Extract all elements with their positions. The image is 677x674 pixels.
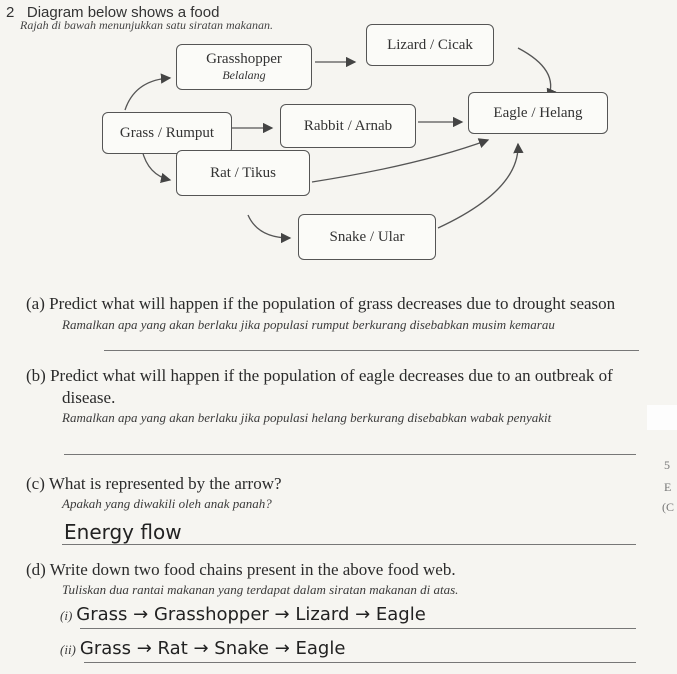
node-snake (298, 214, 436, 260)
part-d-answer-ii (60, 638, 345, 659)
part-a-question (26, 294, 615, 314)
part-a-text: Predict what will happen if the population of grass decreases due to drought season (49, 294, 616, 313)
node-grasshopper (176, 44, 312, 90)
part-b-text: Predict what will happen if the population of eagle decreases due to an outbreak of (50, 366, 613, 385)
node-rabbit (280, 104, 416, 148)
part-d-text: Write down two food chains present in the above food web. (49, 560, 456, 579)
part-c-answer: Energy flow (64, 520, 182, 544)
node-eagle-label: Eagle / Helang (493, 104, 583, 121)
part-a-label: (a) (26, 294, 45, 313)
part-d-answer-i-text: Grass → Grasshopper → Lizard → Eagle (76, 604, 426, 625)
part-d-answer-ii-label: (ii) (60, 642, 76, 657)
margin-mark-2: E (664, 480, 672, 494)
node-grasshopper-label: Grasshopper (206, 51, 282, 67)
part-a-malay: Ramalkan apa yang akan berlaku jika populasi rumput berkurang disebabkan musim kemarau (62, 317, 555, 332)
part-c-malay: Apakah yang diwakili oleh anak panah? (62, 496, 272, 511)
part-d-answer-ii-text: Grass → Rat → Snake → Eagle (79, 638, 346, 659)
arrow-grass-rat (142, 150, 170, 180)
part-d-answer-ii-line (84, 662, 636, 663)
question-subtitle: Rajah di bawah menunjukkan satu siratan makanan. (20, 18, 273, 32)
node-lizard (366, 24, 494, 66)
node-rat-label: Rat / Tikus (210, 164, 276, 181)
margin-mark-1: 5 (664, 458, 670, 472)
part-c-label: (c) (26, 474, 45, 493)
part-a-answer-line (104, 350, 639, 351)
node-grass (102, 112, 232, 154)
arrow-rat-snake (248, 215, 290, 238)
question-number: 2 (6, 4, 15, 21)
arrow-grass-grasshopper (125, 78, 170, 110)
part-c-question (26, 474, 282, 494)
part-d-malay: Tuliskan dua rantai makanan yang terdapat dalam siratan makanan di atas. (62, 582, 459, 597)
part-d-question (26, 560, 456, 580)
part-d-answer-i-label: (i) (60, 608, 73, 623)
part-b-answer-line (64, 454, 636, 455)
arrow-snake-eagle (438, 144, 518, 228)
node-grass-label: Grass / Rumput (119, 124, 215, 141)
part-d-label: (d) (26, 560, 46, 579)
part-b-text2: disease. (62, 388, 116, 407)
part-d-answer-i (60, 604, 426, 625)
part-b-question (26, 366, 613, 386)
question-title-text: Diagram below shows a food (26, 4, 220, 21)
node-eagle (468, 92, 608, 134)
part-d-answer-i-line (80, 628, 636, 629)
part-c-text: What is represented by the arrow? (48, 474, 282, 493)
part-b-label: (b) (26, 366, 46, 385)
node-lizard-label: Lizard / Cicak (387, 36, 473, 53)
arrow-lizard-eagle (518, 48, 551, 98)
margin-mark-3: (C (662, 500, 674, 514)
node-grasshopper-malay: Belalang (222, 68, 266, 82)
node-rabbit-label: Rabbit / Arnab (303, 117, 393, 134)
page-edge (647, 405, 677, 430)
part-c-answer-line (62, 544, 636, 545)
node-snake-label: Snake / Ular (329, 228, 405, 245)
part-b-malay: Ramalkan apa yang akan berlaku jika populasi helang berkurang disebabkan wabak penyakit (62, 410, 552, 425)
node-rat (176, 150, 310, 196)
